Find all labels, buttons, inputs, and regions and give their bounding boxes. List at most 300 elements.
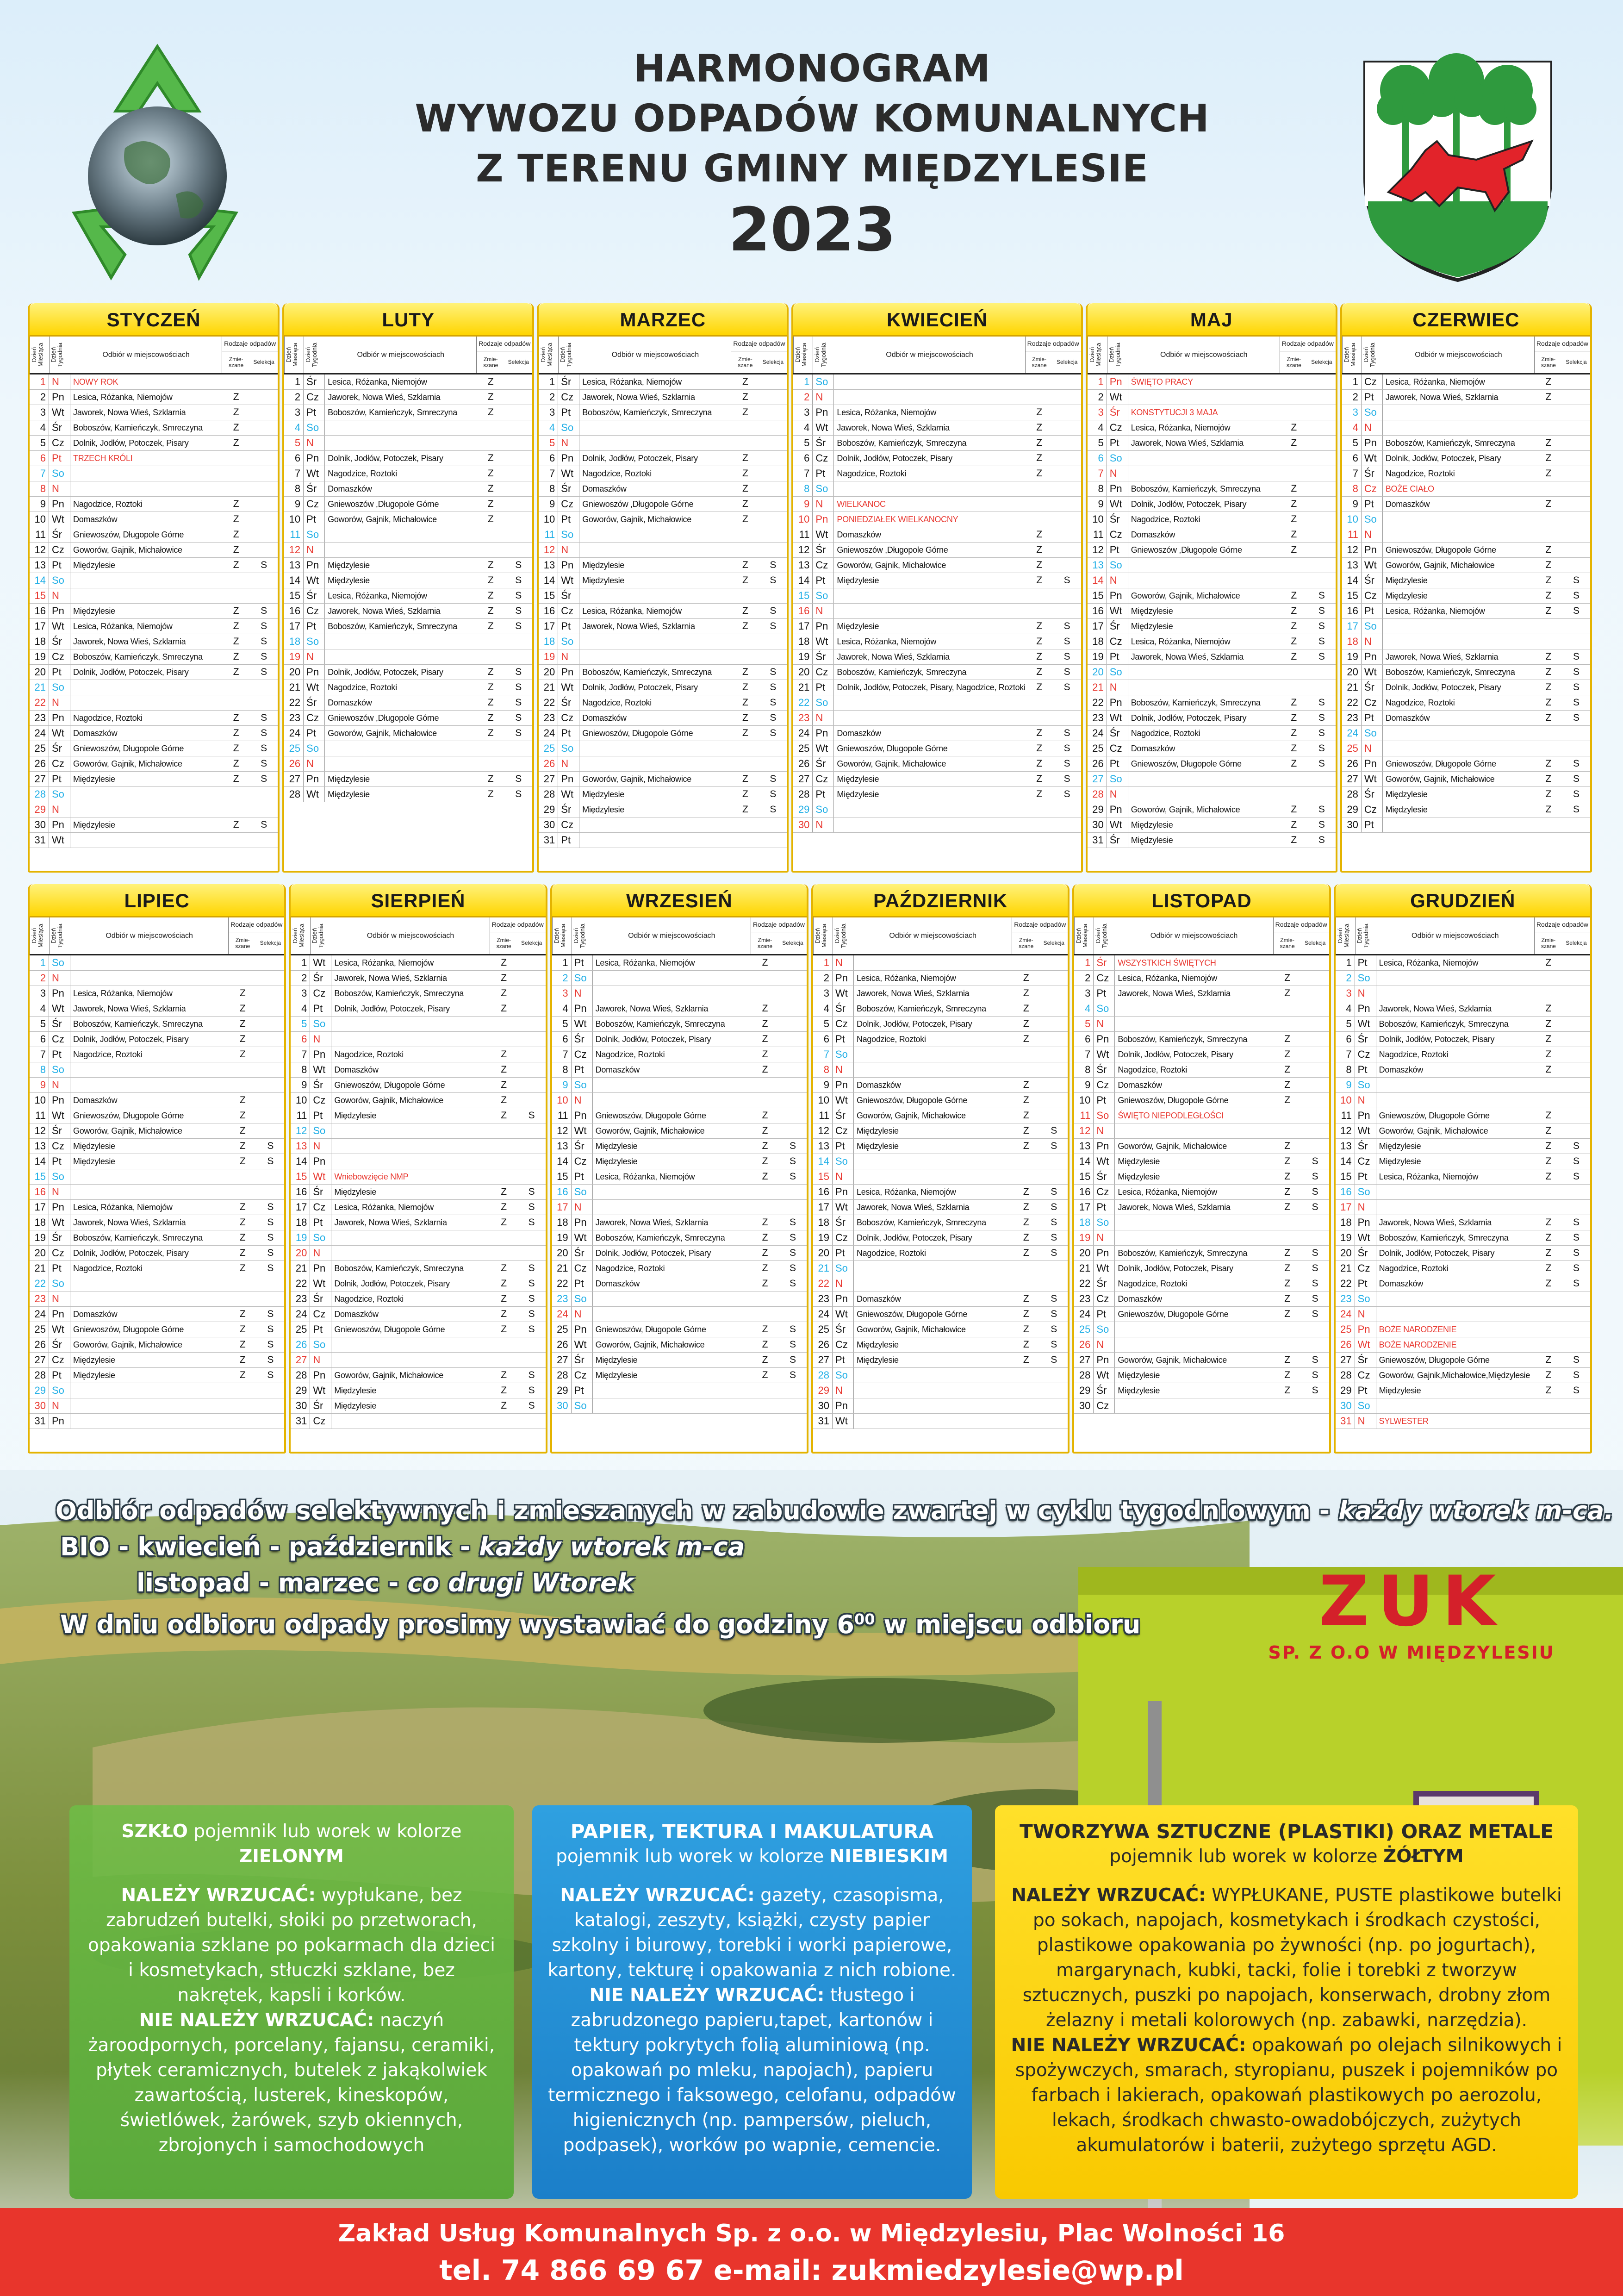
pickup-locations	[579, 833, 731, 848]
table-row	[1336, 1322, 1590, 1337]
pickup-locations: Lesica, Różanka, Niemojów	[1385, 606, 1485, 616]
day-of-week: Pt	[558, 512, 579, 527]
mixed-waste-mark: Z	[1023, 1248, 1029, 1258]
pickup-locations	[854, 1368, 1012, 1383]
header-mixed: Zmie-szane	[757, 936, 772, 949]
day-of-week: Pt	[304, 726, 325, 741]
day-of-week: Wt	[1107, 711, 1128, 725]
mixed-waste-mark	[1535, 1200, 1562, 1215]
day-of-week: Pt	[813, 680, 834, 695]
day-of-week: Cz	[310, 1414, 331, 1429]
pickup-locations: Dolnik, Jodłów, Potoczek, Pisary	[328, 454, 443, 463]
day-number: 29	[1342, 802, 1362, 817]
selective-waste-mark: S	[1312, 1309, 1318, 1319]
pickup-locations: Międzylesie	[73, 1157, 115, 1166]
pickup-locations	[854, 1169, 1012, 1184]
month-3	[537, 303, 789, 873]
table-row	[284, 787, 532, 802]
selective-waste-mark	[759, 497, 787, 512]
mixed-waste-mark: Z	[1284, 1385, 1291, 1396]
table-row	[30, 1276, 284, 1292]
selective-waste-mark	[1308, 573, 1336, 588]
mixed-waste-mark: Z	[762, 1324, 768, 1335]
selective-waste-mark	[1053, 481, 1081, 496]
pickup-locations: Dolnik, Jodłów, Potoczek, Pisary	[334, 1004, 450, 1013]
pickup-locations: Gniewoszów, Długopole Górne	[1385, 759, 1496, 768]
mixed-waste-mark	[222, 833, 250, 848]
pickup-locations	[1376, 1078, 1535, 1092]
day-of-week: Pt	[1362, 817, 1383, 832]
pickup-locations: Lesica, Różanka, Niemojów	[1118, 973, 1217, 983]
table-row	[552, 1093, 807, 1108]
pickup-locations: Nagodzice, Roztoki	[1385, 469, 1455, 478]
day-number: 6	[793, 451, 813, 466]
day-number: 23	[1342, 711, 1362, 725]
table-row	[284, 695, 532, 711]
month-name: STYCZEŃ	[30, 303, 278, 337]
day-number: 30	[552, 1398, 572, 1413]
selective-waste-mark: S	[528, 1309, 535, 1319]
header-location: Odbiór w miejscowościach	[1383, 337, 1535, 373]
day-of-week: Pt	[310, 1322, 331, 1337]
pickup-locations	[854, 1261, 1012, 1276]
pickup-locations: Jaworek, Nowa Wieś, Szklarnia	[856, 989, 970, 998]
selective-waste-mark	[1040, 1414, 1068, 1429]
selective-waste-mark: S	[528, 1110, 535, 1121]
table-row	[813, 1001, 1068, 1017]
selective-waste-mark	[1053, 588, 1081, 603]
pickup-locations: Goworów, Gajnik, Michałowice	[1385, 561, 1495, 570]
day-number: 22	[284, 695, 304, 710]
pickup-locations: Boboszów, Kamieńczyk, Smreczyna	[837, 438, 967, 448]
day-number: 22	[30, 695, 49, 710]
mixed-waste-mark: Z	[501, 1049, 507, 1060]
table-row	[813, 1169, 1068, 1185]
pickup-locations: Gniewoszów, Długopole Górne	[582, 729, 693, 738]
table-row	[793, 543, 1081, 558]
day-number: 23	[1074, 1292, 1094, 1306]
day-of-week: Wt	[49, 1108, 70, 1123]
day-number: 23	[793, 711, 813, 725]
pickup-locations: Boboszów, Kamieńczyk, Smreczyna	[1385, 668, 1515, 677]
table-row	[284, 451, 532, 466]
day-number: 26	[813, 1337, 833, 1352]
day-number: 26	[539, 756, 558, 771]
mixed-waste-mark: Z	[501, 1003, 507, 1014]
selective-waste-mark: S	[528, 1217, 535, 1228]
pickup-locations	[325, 420, 477, 435]
header-day-week: Dzień Tygodnia	[1107, 337, 1128, 373]
day-number: 29	[30, 802, 49, 817]
day-of-week: Śr	[813, 436, 834, 450]
pickup-locations: Lesica, Różanka, Niemojów	[595, 958, 695, 967]
pickup-locations: Goworów, Gajnik, Michałowice	[334, 1371, 444, 1380]
day-of-week: Pt	[558, 726, 579, 741]
mixed-waste-mark	[731, 420, 759, 435]
mixed-waste-mark: Z	[762, 1354, 768, 1365]
day-of-week: Śr	[49, 1123, 70, 1138]
selective-waste-mark	[1562, 619, 1590, 634]
pickup-locations	[1383, 619, 1535, 634]
table-row	[1074, 1337, 1329, 1353]
pickup-locations: Międzylesie	[328, 561, 370, 570]
mixed-waste-mark	[490, 1017, 518, 1031]
mixed-waste-mark: Z	[1036, 651, 1043, 662]
day-number: 30	[30, 1398, 49, 1413]
day-of-week: Wt	[310, 955, 331, 970]
day-of-week: Pt	[558, 619, 579, 634]
day-number: 5	[291, 1017, 310, 1031]
table-row	[284, 420, 532, 436]
selective-waste-mark	[759, 436, 787, 450]
header-waste-types-group	[751, 917, 807, 954]
selective-waste-mark	[1040, 1032, 1068, 1047]
table-row	[291, 1017, 545, 1032]
day-of-week: Pt	[304, 619, 325, 634]
selective-waste-mark	[759, 374, 787, 389]
month-name: CZERWIEC	[1342, 303, 1590, 337]
table-row	[793, 634, 1081, 649]
day-of-week: Śr	[304, 481, 325, 496]
pickup-locations: Goworów, Gajnik, Michałowice	[328, 729, 437, 738]
day-of-week: Wt	[833, 1307, 854, 1322]
mixed-waste-mark: Z	[1023, 1186, 1029, 1197]
day-number: 7	[1342, 466, 1362, 481]
selective-waste-mark	[518, 1353, 546, 1367]
day-of-week: Śr	[813, 756, 834, 771]
mixed-waste-mark	[1274, 1322, 1301, 1337]
table-row	[284, 436, 532, 451]
day-of-week: Wt	[1107, 497, 1128, 512]
day-number: 5	[1336, 1017, 1355, 1031]
pickup-locations	[331, 1230, 490, 1245]
selective-waste-mark	[759, 817, 787, 832]
selective-waste-mark: S	[515, 667, 522, 677]
selective-waste-mark	[518, 1093, 546, 1108]
day-number: 10	[30, 512, 49, 527]
pickup-locations: Boboszów, Kamieńczyk, Smreczyna	[1131, 698, 1261, 707]
mixed-waste-mark: Z	[1036, 407, 1043, 418]
selective-waste-mark: S	[1318, 804, 1325, 815]
mixed-waste-mark: Z	[239, 1232, 246, 1243]
mixed-waste-mark	[1535, 405, 1562, 420]
day-of-week: N	[1094, 1123, 1115, 1138]
selective-waste-mark	[1308, 420, 1336, 435]
header-waste-types: Rodzaje odpadów	[1535, 337, 1590, 351]
pickup-locations	[331, 1154, 490, 1169]
selective-waste-mark: S	[1063, 789, 1070, 799]
selective-waste-mark: S	[267, 1248, 274, 1258]
pickup-locations	[1115, 1123, 1273, 1138]
mixed-waste-mark: Z	[742, 453, 748, 463]
selective-waste-mark	[759, 741, 787, 756]
day-of-week: So	[49, 1062, 70, 1077]
mixed-waste-mark: Z	[1545, 712, 1552, 723]
day-of-week: Pt	[833, 1139, 854, 1154]
day-of-week: Pn	[558, 558, 579, 573]
mixed-waste-mark: Z	[1545, 468, 1552, 479]
column-headers	[1336, 917, 1590, 955]
pickup-locations: Boboszów, Kamieńczyk, Smreczyna	[856, 1218, 986, 1227]
pickup-locations: Lesica, Różanka, Niemojów	[582, 606, 682, 616]
mixed-waste-mark: Z	[742, 667, 748, 677]
day-number: 27	[793, 772, 813, 786]
day-list	[813, 955, 1068, 1452]
selective-waste-mark	[779, 986, 807, 1001]
day-number: 30	[813, 1398, 833, 1413]
day-number: 22	[793, 695, 813, 710]
day-number: 15	[793, 588, 813, 603]
pickup-locations: Goworów, Gajnik, Michałowice	[595, 1340, 705, 1349]
day-number: 19	[552, 1230, 572, 1245]
day-number: 3	[30, 405, 49, 420]
table-row	[1336, 971, 1590, 986]
day-number: 26	[1088, 756, 1107, 771]
plastic-allowed-text: WYPŁUKANE, PUSTE plastikowe butelki po sokach, napojach, kosmetykach i środkach czystości, plastikowe opakowania po żywności (np. po jogurtach), margarynach, kubki, tacki, folie i torebki z tworzyw sztucznych, puszki po napojach, konserwach, drobny złom żelazny i metali kolorowych (np. zabawki, narzędzia).	[1022, 1885, 1562, 2031]
table-row	[30, 1047, 284, 1062]
pickup-locations	[1376, 1398, 1535, 1413]
selective-waste-mark	[1562, 1001, 1590, 1016]
day-of-week: Wt	[558, 680, 579, 695]
mixed-waste-mark	[1026, 481, 1053, 496]
day-of-week: Pt	[813, 573, 834, 588]
table-row	[30, 573, 278, 588]
day-number: 6	[1088, 451, 1107, 466]
day-of-week: Śr	[1107, 833, 1128, 848]
pickup-locations: Jaworek, Nowa Wieś, Szklarnia	[1385, 393, 1499, 402]
day-of-week: Cz	[558, 497, 579, 512]
pickup-locations: Międzylesie	[1118, 1386, 1160, 1395]
day-number: 22	[30, 1276, 49, 1291]
selective-waste-mark: S	[1318, 636, 1325, 647]
day-of-week: Pn	[1362, 756, 1383, 771]
paper-forbidden-text: tłustego i zabrudzonego papieru,tapet, kartonów i tektury pokrytych folią aluminiową (np. opakowań po mleku, napojach), papieru termicznego i faksowego, celofanu, odpadów higienicznych (np. pampersów, pieluch, podpasek), worków po wapnie, cemencie.	[548, 1985, 956, 2156]
table-row	[813, 1185, 1068, 1200]
mixed-waste-mark: Z	[1284, 1141, 1291, 1151]
selective-waste-mark: S	[1051, 1125, 1057, 1136]
pickup-locations: Domaszków	[856, 1294, 901, 1304]
selective-waste-mark: S	[1318, 758, 1325, 769]
months-row-1	[28, 303, 1592, 873]
mixed-waste-mark: Z	[1036, 789, 1043, 799]
table-row	[1088, 481, 1336, 497]
header-waste-types-group	[1280, 337, 1336, 373]
day-of-week: Wt	[813, 634, 834, 649]
pickup-locations	[593, 1307, 751, 1322]
table-row	[30, 1200, 284, 1215]
selective-waste-mark	[250, 390, 278, 405]
day-of-week: Śr	[558, 481, 579, 496]
selective-waste-mark: S	[267, 1232, 274, 1243]
day-number: 9	[30, 497, 49, 512]
day-of-week: Cz	[558, 390, 579, 405]
pickup-locations: Domaszków	[582, 713, 627, 723]
day-of-week: N	[813, 817, 834, 832]
pickup-locations: Boboszów, Kamieńczyk, Smreczyna	[1118, 1248, 1248, 1258]
day-number: 12	[1074, 1123, 1094, 1138]
mixed-waste-mark: Z	[1023, 1125, 1029, 1136]
day-of-week: N	[572, 1307, 593, 1322]
selective-waste-mark: S	[1573, 789, 1579, 799]
day-of-week: Śr	[1107, 405, 1128, 420]
selective-waste-mark: S	[770, 697, 777, 708]
table-row	[284, 680, 532, 695]
mixed-waste-mark: Z	[487, 376, 494, 387]
mixed-waste-mark	[222, 573, 250, 588]
day-of-week: So	[49, 1276, 70, 1291]
day-of-week: Śr	[572, 1353, 593, 1367]
pickup-locations: Międzylesie	[582, 790, 625, 799]
day-number: 17	[284, 619, 304, 634]
day-of-week: Śr	[833, 1215, 854, 1230]
day-of-week: Cz	[1094, 1078, 1115, 1092]
day-number: 31	[291, 1414, 310, 1429]
selective-waste-mark	[256, 971, 284, 986]
mixed-waste-mark: Z	[1545, 682, 1552, 693]
mixed-waste-mark: Z	[1023, 1095, 1029, 1105]
day-of-week: Cz	[1107, 420, 1128, 435]
day-of-week: Pt	[1355, 955, 1376, 970]
mixed-waste-mark	[751, 1078, 779, 1092]
day-number: 1	[291, 955, 310, 970]
selective-waste-mark: S	[1318, 819, 1325, 830]
table-row	[291, 1215, 545, 1230]
day-number: 1	[1336, 955, 1355, 970]
table-row	[284, 604, 532, 619]
selective-waste-mark	[504, 466, 532, 481]
note-line-1-text: Odbiór odpadów selektywnych i zmieszanych w zabudowie zwartej w cyklu tygodniowym -	[56, 1496, 1338, 1525]
selective-waste-mark	[256, 1185, 284, 1199]
selective-waste-mark: S	[1573, 1217, 1579, 1228]
plastic-subtitle: pojemnik lub worek w kolorze	[1109, 1846, 1378, 1867]
mixed-waste-mark: Z	[1036, 728, 1043, 738]
day-number: 17	[1088, 619, 1107, 634]
mixed-waste-mark	[1280, 374, 1308, 389]
month-name: KWIECIEŃ	[793, 303, 1081, 337]
day-of-week: Wt	[1094, 1261, 1115, 1276]
mixed-waste-mark	[731, 543, 759, 557]
selective-waste-mark	[1301, 1047, 1329, 1062]
day-of-week: Pt	[1107, 543, 1128, 557]
day-number: 4	[30, 1001, 49, 1016]
pickup-locations: Dolnik, Jodłów, Potoczek, Pisary	[1118, 1050, 1233, 1059]
day-of-week: Pt	[572, 1062, 593, 1077]
day-of-week: Pn	[49, 711, 70, 725]
mixed-waste-mark: Z	[1545, 1049, 1552, 1060]
table-row	[1336, 1215, 1590, 1230]
table-row	[30, 481, 278, 497]
day-number: 15	[539, 588, 558, 603]
day-of-week: N	[1107, 787, 1128, 802]
note-line-2-text: BIO - kwiecień - październik -	[60, 1532, 479, 1561]
mixed-waste-mark	[1280, 787, 1308, 802]
mixed-waste-mark: Z	[501, 1278, 507, 1289]
table-row	[30, 436, 278, 451]
table-row	[1336, 986, 1590, 1001]
table-row	[284, 390, 532, 405]
selective-waste-mark	[1053, 543, 1081, 557]
pickup-locations: Goworów, Gajnik, Michałowice	[73, 545, 182, 555]
table-row	[1088, 756, 1336, 772]
pickup-locations: Goworów, Gajnik, Michałowice	[73, 759, 182, 768]
day-list	[793, 374, 1081, 871]
day-of-week: Cz	[833, 1017, 854, 1031]
selective-waste-mark	[1308, 390, 1336, 405]
mixed-waste-mark: Z	[762, 1171, 768, 1182]
day-of-week: N	[1355, 986, 1376, 1001]
mixed-waste-mark	[1280, 680, 1308, 695]
selective-waste-mark	[1308, 772, 1336, 786]
selective-waste-mark	[1562, 726, 1590, 741]
selective-waste-mark	[1308, 497, 1336, 512]
day-list	[539, 374, 787, 871]
day-of-week: Cz	[304, 390, 325, 405]
pickup-locations: Domaszków	[837, 530, 881, 539]
header-waste-types-group	[229, 917, 284, 954]
selective-waste-mark	[250, 588, 278, 603]
table-row	[1074, 1169, 1329, 1185]
pickup-locations	[70, 1185, 229, 1199]
mixed-waste-mark	[1012, 1154, 1040, 1169]
table-row	[1342, 405, 1590, 420]
pickup-locations	[834, 374, 1025, 389]
selective-waste-mark	[250, 481, 278, 496]
day-number: 9	[1074, 1078, 1094, 1092]
day-of-week: Śr	[304, 695, 325, 710]
day-number: 30	[1074, 1398, 1094, 1413]
selective-waste-mark: S	[261, 728, 267, 738]
day-of-week: Pt	[1094, 1093, 1115, 1108]
day-of-week: N	[1355, 1414, 1376, 1429]
day-number: 7	[1088, 466, 1107, 481]
day-of-week: Śr	[1362, 787, 1383, 802]
day-number: 14	[30, 1154, 49, 1169]
selective-waste-mark	[250, 374, 278, 389]
pickup-locations: Goworów, Gajnik, Michałowice	[1131, 805, 1240, 814]
day-of-week: Pn	[310, 1154, 331, 1169]
day-number: 8	[30, 1062, 49, 1077]
day-of-week: Cz	[1362, 695, 1383, 710]
selective-waste-mark	[1040, 1368, 1068, 1383]
selective-waste-mark: S	[1051, 1309, 1057, 1319]
day-of-week: Pn	[833, 1398, 854, 1413]
table-row	[813, 1368, 1068, 1383]
day-of-week: Śr	[1094, 1062, 1115, 1077]
selective-waste-mark	[256, 1017, 284, 1031]
day-number: 31	[30, 1414, 49, 1429]
mixed-waste-mark: Z	[239, 1370, 246, 1380]
header-waste-types-group	[731, 337, 787, 373]
day-number: 4	[1074, 1001, 1094, 1016]
selective-waste-mark	[1053, 451, 1081, 466]
day-number: 31	[813, 1414, 833, 1429]
day-of-week: Pn	[1355, 1108, 1376, 1123]
mixed-waste-mark: Z	[1036, 468, 1043, 479]
day-of-week: Pn	[49, 1093, 70, 1108]
selective-waste-mark: S	[1573, 1141, 1579, 1151]
day-number: 28	[539, 787, 558, 802]
day-of-week: Pt	[49, 451, 70, 466]
pickup-locations: Nagodzice, Roztoki	[73, 1264, 143, 1273]
table-row	[552, 1017, 807, 1032]
table-row	[1074, 955, 1329, 971]
header-waste-types: Rodzaje odpadów	[1535, 917, 1590, 932]
day-number: 18	[793, 634, 813, 649]
table-row	[1074, 1078, 1329, 1093]
day-of-week: Cz	[49, 436, 70, 450]
day-of-week: So	[1107, 451, 1128, 466]
selective-waste-mark: S	[789, 1248, 796, 1258]
